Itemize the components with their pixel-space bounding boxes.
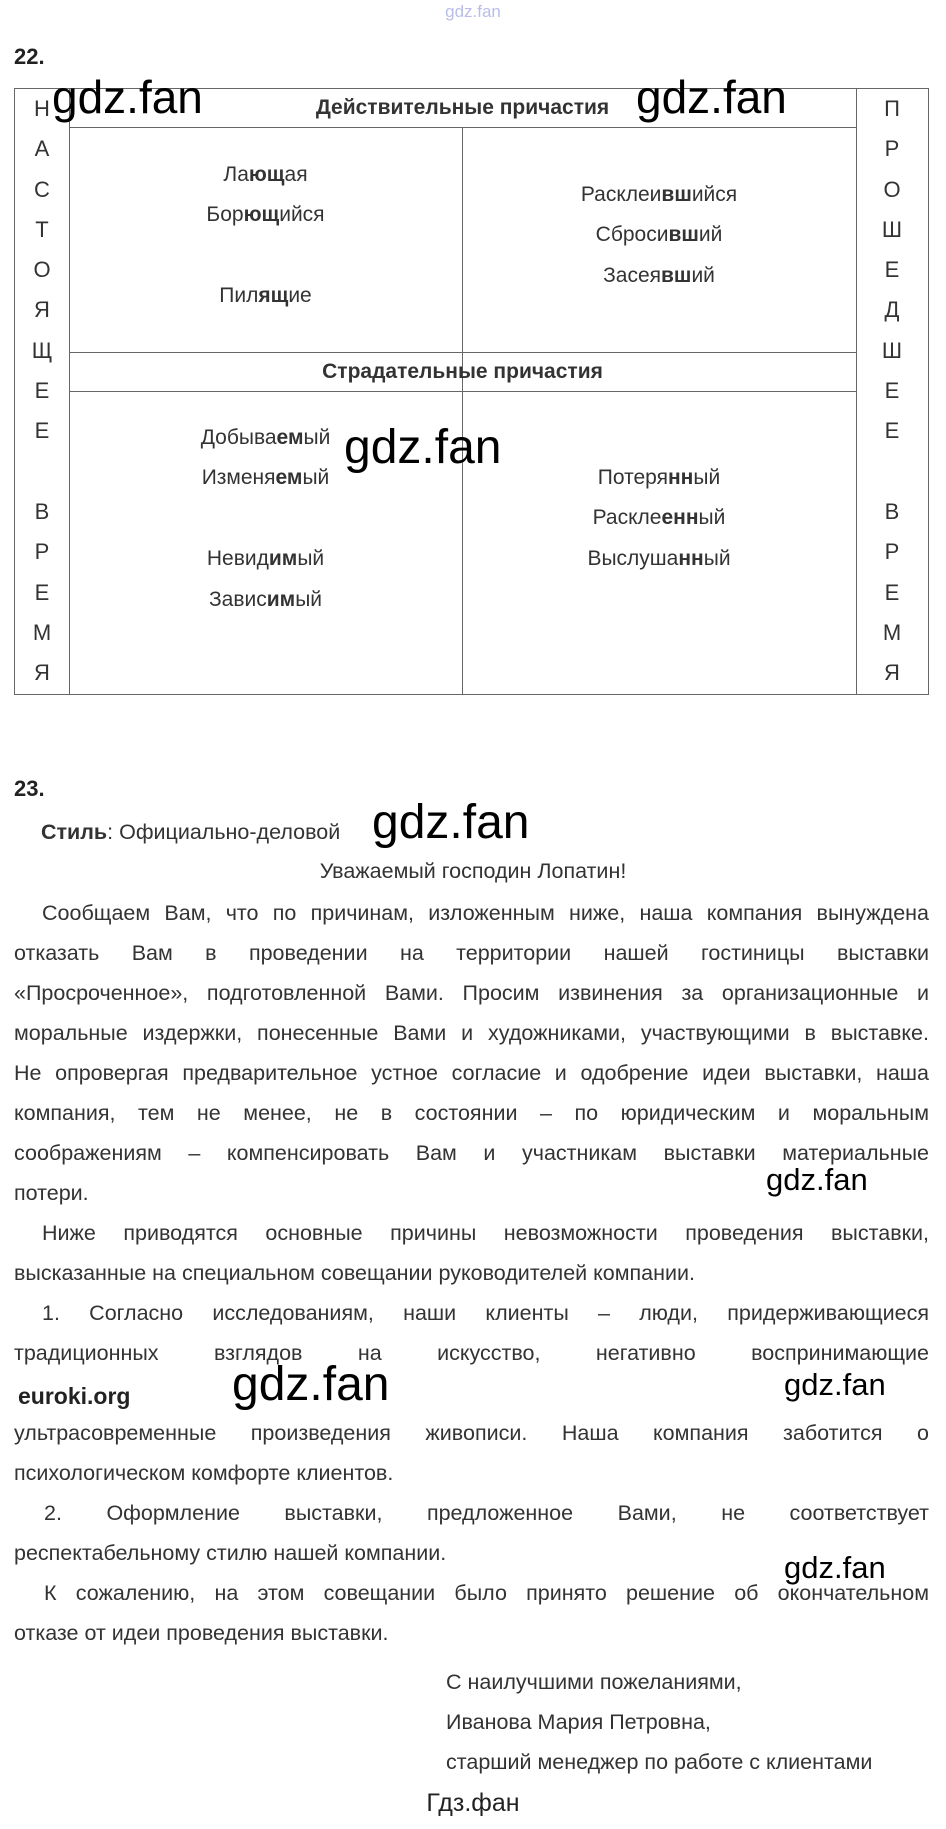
participle-word: Сбросивший: [595, 223, 723, 247]
vertical-letter: [15, 452, 69, 492]
letter-line: Сообщаем Вам, что по причинам, изложенным ниже, наша компания вынуждена: [42, 901, 929, 925]
participle-word: Добываемый: [200, 426, 331, 449]
passive-participles-header: Страдательные причастия: [322, 360, 603, 383]
letter-line: отказе от идеи проведения выставки.: [14, 1621, 389, 1645]
active-present-cell: [69, 155, 462, 317]
vertical-letter: Е: [884, 378, 900, 404]
top-watermark: gdz.fan: [445, 2, 501, 21]
vertical-letter: П: [884, 96, 900, 121]
active-participles-header: Действительные причастия: [315, 96, 610, 119]
participle-word: Невидимый: [206, 547, 325, 571]
vertical-letter: Ш: [881, 337, 903, 363]
watermark: gdz.fan: [344, 421, 502, 474]
participle-word: Борющийся: [206, 203, 325, 227]
letter-line: потери.: [14, 1181, 89, 1205]
vertical-letter: Е: [884, 257, 900, 283]
letter-line: 2. Оформление выставки, предложенное Вами, не соответствует: [44, 1501, 929, 1525]
participle-word: Изменяемый: [201, 466, 330, 490]
letter-line: высказанные на специальном совещании руководителей компании.: [14, 1261, 696, 1285]
letter-line: Не опровергая предварительное устное согласие и одобрение идеи выставки, наша: [14, 1061, 929, 1085]
vertical-letter: В: [884, 498, 900, 524]
vertical-letter: Щ: [31, 337, 53, 363]
vertical-letter: Я: [34, 297, 50, 323]
letter-line: отказать Вам в проведении на территории нашей гостиницы выставки: [14, 941, 929, 965]
exercise-23-number: 23.: [14, 776, 45, 801]
watermark: gdz.fan: [372, 796, 530, 849]
signature-line: С наилучшими пожеланиями,: [446, 1670, 742, 1694]
participle-word: Выслушанный: [587, 546, 731, 570]
watermark: gdz.fan: [784, 1367, 886, 1402]
vertical-letter: М: [882, 619, 902, 645]
participle-word: [69, 499, 462, 539]
vertical-letter: Я: [884, 660, 900, 686]
participle-table: [14, 88, 929, 695]
participle-word: Зависимый: [208, 587, 323, 611]
footer-label: Гдз.фан: [426, 1789, 520, 1817]
letter-line: респектабельному стилю нашей компании.: [14, 1541, 447, 1565]
letter-line: соображениям – компенсировать Вам и участникам выставки материальные: [14, 1141, 929, 1165]
letter-line: моральные издержки, понесенные Вами и художниками, участвующими в выставке.: [14, 1021, 929, 1045]
exercise-22-number: 22.: [14, 44, 45, 69]
vertical-letter: Т: [35, 216, 49, 242]
vertical-letter: Р: [884, 136, 900, 162]
vertical-letter: [856, 452, 928, 492]
style-line: [41, 816, 340, 848]
passive-past-cell: [462, 458, 856, 579]
watermark: gdz.fan: [784, 1550, 886, 1585]
participle-word: Расклеившийся: [580, 183, 738, 206]
style-value: : Официально-деловой: [107, 820, 341, 844]
style-label: Стиль: [41, 820, 108, 844]
greeting: Уважаемый господин Лопатин!: [319, 859, 627, 883]
vertical-letter: Я: [34, 660, 50, 686]
letter-line: К сожалению, на этом совещании было принято решение об окончательном: [44, 1581, 929, 1605]
vertical-letter: Е: [34, 378, 50, 404]
vertical-letter: Н: [34, 96, 50, 121]
watermark: gdz.fan: [52, 71, 203, 123]
vertical-letter: Е: [34, 418, 50, 444]
vertical-letter: Ш: [881, 216, 903, 242]
participle-word: Лающая: [223, 163, 308, 186]
vertical-letter: Р: [884, 539, 900, 565]
participle-word: [69, 236, 462, 276]
watermark: gdz.fan: [232, 1358, 390, 1411]
participle-word: Пилящие: [219, 284, 312, 308]
letter-line: традиционных взглядов на искусство, негативно воспринимающие: [14, 1341, 929, 1365]
watermark: gdz.fan: [766, 1162, 868, 1197]
signature-line: старший менеджер по работе с клиентами: [446, 1750, 873, 1774]
euroki-label: euroki.org: [18, 1383, 131, 1409]
present-tense-vertical-label: [15, 89, 69, 693]
vertical-letter: М: [32, 619, 52, 645]
vertical-letter: О: [33, 257, 51, 283]
participle-word: Потерянный: [597, 466, 721, 489]
watermark: gdz.fan: [636, 71, 787, 123]
vertical-letter: О: [883, 176, 901, 202]
letter-line: 1. Согласно исследованиям, наши клиенты – люди, придерживающиеся: [42, 1301, 929, 1325]
letter-line: психологическом комфорте клиентов.: [14, 1461, 394, 1485]
participle-word: Засеявший: [603, 263, 715, 287]
participle-word: Расклеенный: [592, 506, 726, 530]
letter-line: Ниже приводятся основные причины невозможности проведения выставки,: [42, 1221, 929, 1245]
vertical-letter: С: [34, 176, 50, 202]
letter-line: компания, тем не менее, не в состоянии – по юридическим и моральным: [14, 1101, 929, 1125]
vertical-letter: Е: [884, 418, 900, 444]
vertical-letter: А: [34, 136, 50, 162]
letter-line: «Просроченное», подготовленной Вами. Просим извинения за организационные и: [14, 981, 929, 1005]
vertical-letter: Д: [884, 297, 900, 323]
vertical-letter: Р: [34, 539, 50, 565]
active-past-cell: [462, 175, 856, 296]
letter-line: ультрасовременные произведения живописи. Наша компания заботится о: [14, 1421, 929, 1445]
past-tense-vertical-label: [856, 89, 928, 693]
signature-line: Иванова Мария Петровна,: [446, 1710, 711, 1734]
vertical-letter: Е: [884, 579, 900, 605]
vertical-letter: В: [34, 498, 50, 524]
vertical-letter: Е: [34, 579, 50, 605]
